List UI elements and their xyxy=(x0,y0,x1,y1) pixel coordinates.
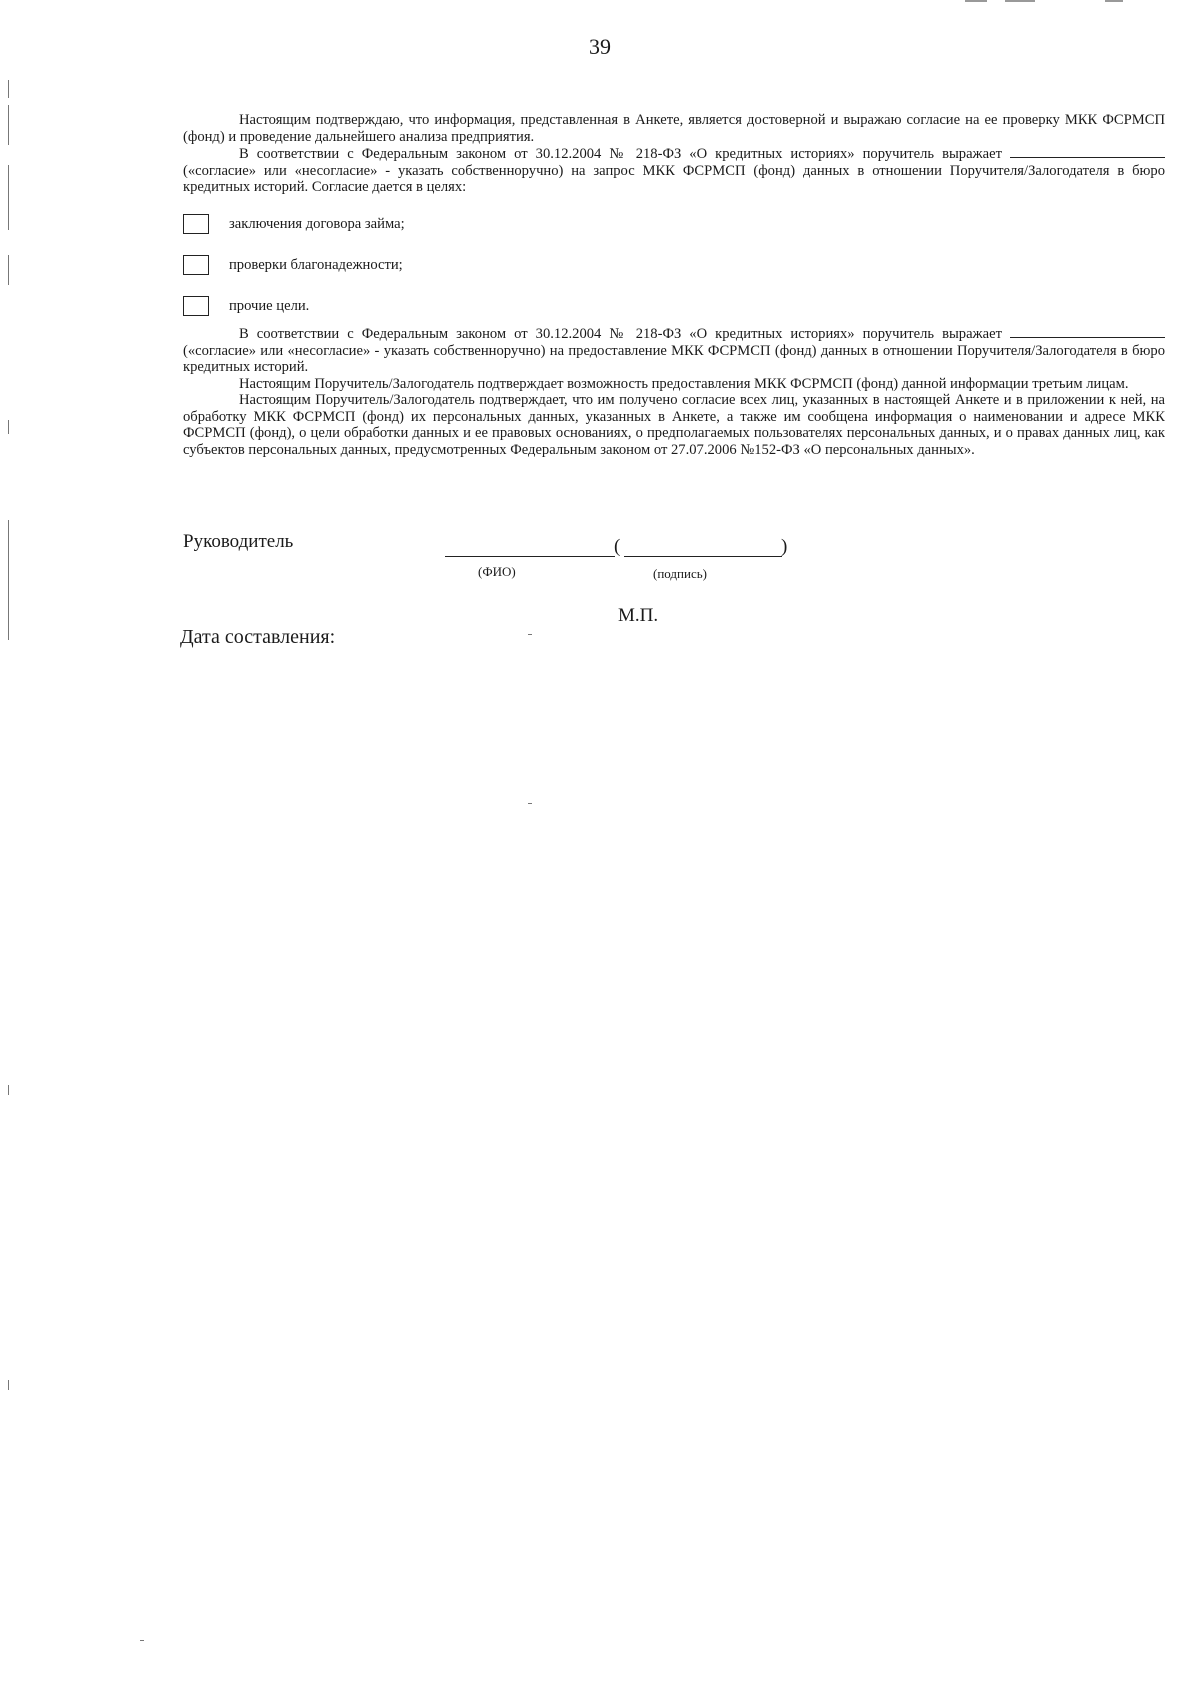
personal-data-paragraph: Настоящим Поручитель/Залогодатель подтверждает, что им получено согласие всех лиц, указанных в настоящей Анкете и в приложении к ней, на обработку МКК ФСРМСП (фонд) их персональных данных, указанных в Анкете, а также им сообщена информация о наименовании и адресе МКК ФСРМСП (фонд), о цели обработки данных и ее правовых основаниях, о предполагаемых пользователях персональных данных, и о правах данных лиц, как субъектов персональных данных, предусмотренных Федеральным законом от 27.07.2006 №152-ФЗ «О персональных данных». xyxy=(183,392,1165,458)
signature-open-paren: ( xyxy=(614,536,621,557)
top-edge-mark xyxy=(1005,0,1035,2)
credit-request-consent-blank[interactable] xyxy=(1010,145,1165,158)
scan-speck xyxy=(528,803,532,804)
fio-caption: (ФИО) xyxy=(478,564,516,579)
stamp-place-label: М.П. xyxy=(618,605,659,626)
scan-edge-mark xyxy=(8,1085,9,1095)
consent-paragraphs-top xyxy=(183,112,1165,196)
purpose-other-row xyxy=(183,296,309,316)
purpose-other-label: прочие цели. xyxy=(229,297,310,314)
scan-edge-mark xyxy=(8,165,9,230)
credit-request-consent-tail: («согласие» или «несогласие» - указать собственноручно) на запрос МКК ФСРМСП (фонд) данных в отношении Поручителя/Залогодателя в бюро кредитных историй. Согласие дается в целях: xyxy=(183,162,1165,195)
date-label: Дата составления: xyxy=(180,626,336,648)
credit-disclosure-consent-tail: («согласие» или «несогласие» - указать собственноручно) на предоставление МКК ФСРМСП (фонд) данных в отношении Поручителя/Залогодателя в бюро кредитных историй. xyxy=(183,342,1165,375)
signature-close-paren: ) xyxy=(781,536,788,557)
scan-edge-mark xyxy=(8,520,9,640)
scan-edge-mark xyxy=(8,255,9,285)
credit-disclosure-consent-paragraph xyxy=(183,325,1165,376)
signature-line[interactable] xyxy=(624,556,782,557)
fio-signature-line[interactable] xyxy=(445,556,615,557)
purpose-other-checkbox[interactable] xyxy=(183,296,209,316)
signature-caption: (подпись) xyxy=(653,566,707,581)
signer-role-label: Руководитель xyxy=(183,531,294,552)
credit-request-consent-paragraph xyxy=(183,145,1165,196)
credit-disclosure-consent-blank[interactable] xyxy=(1010,325,1165,338)
top-edge-mark xyxy=(965,0,987,2)
third-party-paragraph: Настоящим Поручитель/Залогодатель подтверждает возможность предоставления МКК ФСРМСП (фонд) данной информации третьим лицам. xyxy=(239,375,1129,392)
scan-edge-mark xyxy=(8,105,9,145)
purpose-reliability-row xyxy=(183,255,403,275)
purpose-loan-row xyxy=(183,214,405,234)
purpose-reliability-checkbox[interactable] xyxy=(183,255,209,275)
page-number: 39 xyxy=(589,34,611,59)
consent-paragraphs-bottom xyxy=(183,325,1165,458)
top-edge-mark xyxy=(1105,0,1123,2)
purpose-reliability-label: проверки благонадежности; xyxy=(229,256,403,273)
confirmation-paragraph: Настоящим подтверждаю, что информация, представленная в Анкете, является достоверной и выражаю согласие на ее проверку МКК ФСРМСП (фонд) и проведение дальнейшего анализа предприятия. xyxy=(183,112,1165,145)
scan-edge-mark xyxy=(8,1380,9,1390)
scan-edge-mark xyxy=(8,420,9,434)
scan-speck xyxy=(528,634,532,635)
purpose-loan-checkbox[interactable] xyxy=(183,214,209,234)
purpose-loan-label: заключения договора займа; xyxy=(229,215,405,232)
credit-disclosure-consent-lead: В соответствии с Федеральным законом от 30.12.2004 № 218-ФЗ «О кредитных историях» поручитель выражает xyxy=(239,326,1002,342)
scan-edge-mark xyxy=(8,80,9,98)
scan-speck xyxy=(140,1640,144,1641)
credit-request-consent-lead: В соответствии с Федеральным законом от 30.12.2004 № 218-ФЗ «О кредитных историях» поручитель выражает xyxy=(239,146,1002,162)
